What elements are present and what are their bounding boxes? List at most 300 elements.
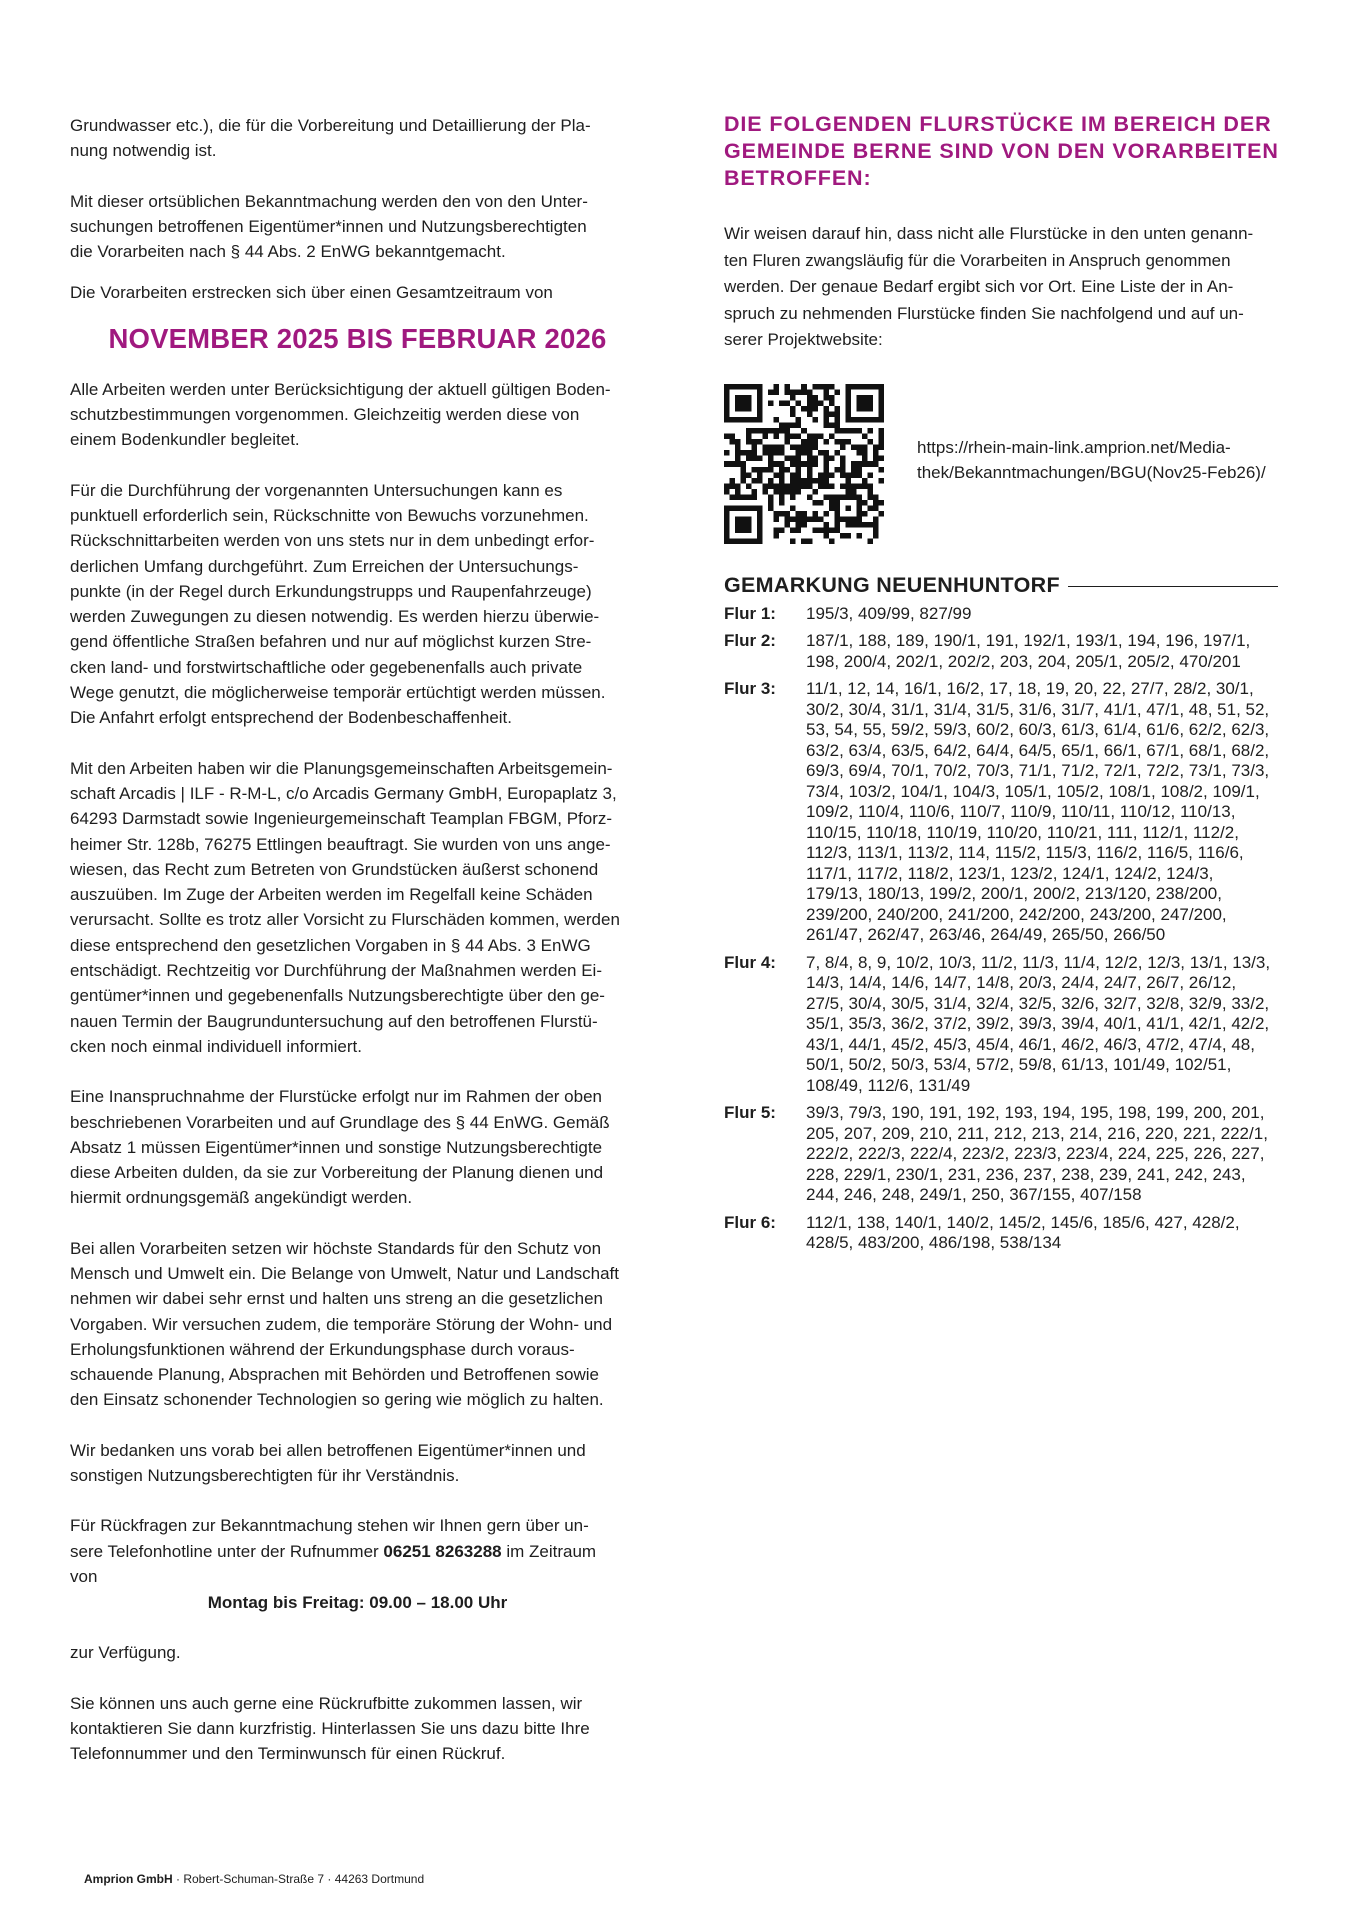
- qr-module: [829, 395, 835, 401]
- qr-module: [834, 389, 840, 395]
- qr-module: [845, 521, 851, 527]
- text-line: Rückschnittarbeiten werden von uns stets nur in dem unbedingt erfor-: [70, 531, 595, 551]
- qr-module: [862, 483, 868, 489]
- qr-module: [823, 439, 829, 445]
- qr-module: [779, 488, 785, 494]
- flur-label: Flur 2:: [724, 631, 776, 650]
- text-line: gend öffentliche Straßen befahren und nur auf möglichst kurzen Stre-: [70, 632, 592, 652]
- qr-module: [840, 472, 846, 478]
- qr-module: [807, 439, 813, 445]
- qr-module: [807, 395, 813, 401]
- paragraph-3: [70, 280, 645, 305]
- qr-module: [730, 439, 736, 445]
- qr-module: [735, 450, 741, 456]
- qr-module: [812, 510, 818, 516]
- qr-module: [735, 461, 741, 467]
- qr-module: [823, 411, 829, 417]
- qr-module: [785, 483, 791, 489]
- qr-module: [763, 433, 769, 439]
- qr-module: [752, 428, 758, 434]
- qr-module: [768, 477, 774, 483]
- qr-module: [746, 433, 752, 439]
- flur-row: [724, 1103, 1299, 1206]
- qr-module: [807, 466, 813, 472]
- flur-label: Flur 4:: [724, 952, 776, 972]
- qr-module: [774, 472, 780, 478]
- qr-module: [840, 444, 846, 450]
- qr-module: [807, 450, 813, 456]
- qr-module: [807, 400, 813, 406]
- qr-module: [840, 483, 846, 489]
- qr-module: [823, 417, 829, 423]
- parcel-line: 244, 246, 248, 249/1, 250, 367/155, 407/158: [806, 1185, 1142, 1204]
- qr-module: [735, 488, 741, 494]
- right-intro: [724, 221, 1299, 354]
- qr-module: [829, 483, 835, 489]
- text-line: Für die Durchführung der vorgenannten Untersuchungen kann es: [70, 480, 563, 500]
- qr-module: [862, 521, 868, 527]
- qr-module: [763, 488, 769, 494]
- qr-module: [862, 433, 868, 439]
- qr-module: [801, 428, 807, 434]
- qr-module: [779, 472, 785, 478]
- text-line: kontaktieren Sie dann kurzfristig. Hinterlassen Sie uns dazu bitte Ihre: [70, 1718, 590, 1738]
- hotline-line-3: von: [70, 1566, 98, 1586]
- qr-module: [790, 505, 796, 511]
- qr-module: [851, 428, 857, 434]
- parcel-line: 261/47, 262/47, 263/46, 264/49, 265/50, 266/50: [806, 925, 1166, 944]
- qr-module: [774, 433, 780, 439]
- qr-module: [823, 450, 829, 456]
- text-line: punktuell erforderlich sein, Rückschnitte von Bewuchs vorzunehmen.: [70, 505, 589, 525]
- hotline-line-1: Für Rückfragen zur Bekanntmachung stehen wir Ihnen gern über un-: [70, 1516, 589, 1536]
- qr-module: [768, 389, 774, 395]
- text-line: den Einsatz schonender Technologien so gering wie möglich zu halten.: [70, 1390, 604, 1410]
- qr-module: [829, 499, 835, 505]
- qr-module: [856, 428, 862, 434]
- paragraph-12: [70, 1691, 645, 1767]
- qr-module: [763, 483, 769, 489]
- text-line: zur Verfügung.: [70, 1643, 181, 1663]
- text-line: diese Arbeiten dulden, da sie zur Vorbereitung der Planung dienen und: [70, 1163, 604, 1183]
- text-line: Vorgaben. Wir versuchen zudem, die temporäre Störung der Wohn- und: [70, 1314, 613, 1334]
- text-line: GEMEINDE BERNE SIND VON DEN VORARBEITEN: [724, 139, 1279, 163]
- qr-module: [735, 516, 752, 533]
- project-url[interactable]: [917, 435, 1266, 486]
- qr-module: [796, 466, 802, 472]
- qr-module: [807, 411, 813, 417]
- text-line: Sie können uns auch gerne eine Rückrufbitte zukommen lassen, wir: [70, 1693, 583, 1713]
- qr-module: [878, 477, 884, 483]
- qr-module: [862, 444, 868, 450]
- qr-module: [845, 488, 851, 494]
- qr-module: [812, 384, 818, 390]
- qr-module: [752, 477, 758, 483]
- right-column: [724, 111, 1299, 1254]
- qr-module: [724, 450, 730, 456]
- parcel-line: 187/1, 188, 189, 190/1, 191, 192/1, 193/1, 194, 196, 197/1,: [806, 631, 1251, 650]
- qr-module: [873, 450, 879, 456]
- qr-module: [873, 455, 879, 461]
- parcel-line: 112/1, 138, 140/1, 140/2, 145/2, 145/6, 185/6, 427, 428/2,: [806, 1212, 1240, 1232]
- qr-module: [834, 422, 840, 428]
- qr-module: [812, 488, 818, 494]
- qr-module: [818, 516, 824, 522]
- qr-module: [774, 527, 780, 533]
- qr-module: [801, 389, 807, 395]
- qr-module: [818, 472, 824, 478]
- parcel-line: 195/3, 409/99, 827/99: [806, 603, 972, 623]
- qr-module: [746, 472, 752, 478]
- paragraph-7: [70, 1084, 645, 1210]
- text-line: wiesen, das Recht zum Betreten von Grundstücken äußerst schonend: [70, 859, 599, 879]
- qr-module: [840, 439, 846, 445]
- qr-module: [796, 389, 802, 395]
- qr-module: [807, 389, 813, 395]
- paragraph-1: [70, 113, 645, 164]
- qr-module: [741, 466, 747, 472]
- qr-module: [812, 400, 818, 406]
- qr-module: [818, 450, 824, 456]
- parcel-line: 108/49, 112/6, 131/49: [806, 1075, 971, 1095]
- qr-module: [829, 472, 835, 478]
- paragraph-6: [70, 756, 645, 1060]
- qr-module: [741, 472, 747, 478]
- text-line: BETROFFEN:: [724, 166, 872, 190]
- qr-module: [818, 499, 824, 505]
- qr-module: [774, 532, 780, 538]
- qr-module: [790, 406, 796, 412]
- qr-module: [774, 510, 780, 516]
- qr-module: [779, 444, 785, 450]
- qr-module: [812, 395, 818, 401]
- qr-module: [856, 472, 862, 478]
- qr-module: [779, 428, 785, 434]
- qr-module: [856, 521, 862, 527]
- parcel-line: 179/13, 180/13, 199/2, 200/1, 200/2, 213/120, 238/200,: [806, 884, 1222, 903]
- qr-module: [867, 488, 873, 494]
- parcel-line: 198, 200/4, 202/1, 202/2, 203, 204, 205/1, 205/2, 470/201: [806, 651, 1241, 671]
- qr-module: [785, 521, 791, 527]
- qr-module: [779, 527, 785, 533]
- qr-module: [741, 461, 747, 467]
- paragraph-5: [70, 478, 645, 731]
- qr-module: [834, 527, 840, 533]
- qr-module: [823, 395, 829, 401]
- qr-module: [796, 488, 802, 494]
- qr-module: [768, 494, 774, 500]
- qr-module: [823, 455, 829, 461]
- qr-module: [840, 428, 846, 434]
- qr-module: [752, 444, 758, 450]
- text-line: einem Bodenkundler begleitet.: [70, 430, 300, 450]
- qr-module: [801, 477, 807, 483]
- qr-module: [807, 472, 813, 478]
- qr-module: [790, 444, 796, 450]
- qr-module: [812, 406, 818, 412]
- qr-module: [785, 488, 791, 494]
- qr-module: [867, 483, 873, 489]
- qr-module: [796, 400, 802, 406]
- qr-module: [801, 439, 807, 445]
- qr-module: [807, 516, 813, 522]
- flur-parcels: [806, 1213, 1299, 1254]
- right-heading: [724, 111, 1299, 192]
- qr-module: [746, 455, 752, 461]
- text-line: werden Zuwegungen zu diesen notwendig. Es werden hierzu überwie-: [70, 607, 600, 627]
- qr-module: [807, 461, 813, 467]
- text-line: 64293 Darmstadt sowie Ingenieurgemeinschaft Teamplan FBGM, Pforz-: [70, 809, 613, 829]
- qr-module: [851, 472, 857, 478]
- qr-module: [873, 494, 879, 500]
- qr-module: [834, 406, 840, 412]
- period-highlight: NOVEMBER 2025 BIS FEBRUAR 2026: [108, 322, 607, 354]
- qr-module: [862, 455, 868, 461]
- flur-row: [724, 631, 1299, 672]
- qr-module: [856, 395, 873, 412]
- qr-module: [730, 483, 736, 489]
- qr-module: [779, 422, 785, 428]
- parcel-line: 43/1, 44/1, 45/2, 45/3, 45/4, 46/1, 46/2, 46/3, 47/2, 47/4, 48,: [806, 1034, 1255, 1054]
- qr-module: [851, 483, 857, 489]
- parcel-line: 205, 207, 209, 210, 211, 212, 213, 214, 216, 220, 221, 222/1,: [806, 1123, 1268, 1143]
- qr-section: [724, 384, 1299, 558]
- parcel-line: 117/1, 117/2, 118/2, 123/1, 123/2, 124/1, 124/2, 124/3,: [806, 863, 1214, 883]
- qr-module: [790, 411, 796, 417]
- text-line: Alle Arbeiten werden unter Berücksichtigung der aktuell gültigen Boden-: [70, 379, 611, 399]
- qr-module: [818, 477, 824, 483]
- qr-module: [785, 428, 791, 434]
- parcel-line: 239/200, 240/200, 241/200, 242/200, 243/200, 247/200,: [806, 904, 1227, 924]
- parcel-line: 63/2, 63/4, 63/5, 64/2, 64/4, 64/5, 65/1, 66/1, 67/1, 68/1, 68/2,: [806, 740, 1270, 760]
- qr-module: [774, 461, 780, 467]
- parcel-line: 112/3, 113/1, 113/2, 114, 115/2, 115/3, 116/2, 116/5, 116/6,: [806, 843, 1244, 862]
- qr-module: [862, 450, 868, 456]
- qr-module: [851, 521, 857, 527]
- qr-module: [801, 538, 807, 544]
- text-line: Wege genutzt, die möglicherweise temporär ertüchtigt werden müssen.: [70, 683, 606, 703]
- qr-module: [840, 461, 846, 467]
- parcel-line: 11/1, 12, 14, 16/1, 16/2, 17, 18, 19, 20, 22, 27/7, 28/2, 30/1,: [806, 679, 1254, 698]
- qr-module: [752, 466, 758, 472]
- qr-module: [818, 384, 824, 390]
- text-line: spruch zu nehmenden Flurstücke finden Sie nachfolgend und auf un-: [724, 303, 1244, 323]
- qr-module: [801, 510, 807, 516]
- qr-module: [878, 433, 884, 439]
- qr-module: [845, 428, 851, 434]
- qr-module: [757, 466, 763, 472]
- parcel-line: 39/3, 79/3, 190, 191, 192, 193, 194, 195, 198, 199, 200, 201,: [806, 1103, 1265, 1122]
- qr-module: [851, 466, 857, 472]
- qr-module: [774, 450, 780, 456]
- flur-label: Flur 3:: [724, 679, 776, 698]
- qr-module: [823, 477, 829, 483]
- left-column: [70, 113, 645, 1766]
- qr-module: [730, 461, 736, 467]
- qr-module: [807, 538, 813, 544]
- qr-module: [735, 483, 741, 489]
- qr-module: [779, 450, 785, 456]
- qr-module: [856, 483, 862, 489]
- qr-module: [801, 450, 807, 456]
- qr-module: [856, 461, 862, 467]
- qr-module: [790, 395, 796, 401]
- text-line: gentümer*innen und gegebenenfalls Nutzungsberechtigte über den ge-: [70, 986, 605, 1006]
- qr-module: [851, 488, 857, 494]
- qr-module: [746, 439, 752, 445]
- qr-module: [807, 444, 813, 450]
- text-line: beschriebenen Vorarbeiten und auf Grundlage des § 44 EnWG. Gemäß: [70, 1112, 610, 1132]
- paragraph-9: [70, 1438, 645, 1489]
- qr-module: [818, 400, 824, 406]
- text-line: Die Anfahrt erfolgt entsprechend der Bodenbeschaffenheit.: [70, 708, 512, 728]
- qr-module: [867, 439, 873, 445]
- gemarkung-rule: [1068, 586, 1278, 588]
- text-line: entschädigt. Rechtzeitig vor Durchführung der Maßnahmen werden Ei-: [70, 961, 602, 981]
- text-line: suchungen betroffenen Eigentümer*innen und Nutzungsberechtigten: [70, 216, 587, 236]
- qr-code-icon: [724, 384, 884, 544]
- qr-module: [768, 450, 774, 456]
- qr-module: [867, 505, 873, 511]
- qr-module: [768, 483, 774, 489]
- qr-module: [785, 510, 791, 516]
- qr-module: [812, 499, 818, 505]
- qr-module: [801, 516, 807, 522]
- qr-module: [790, 527, 796, 533]
- text-line: punkte (in der Regel durch Erkundungstrupps und Raupenfahrzeuge): [70, 581, 592, 601]
- text-line: Bei allen Vorarbeiten setzen wir höchste Standards für den Schutz von: [70, 1238, 602, 1258]
- qr-module: [862, 461, 868, 467]
- qr-module: [873, 505, 879, 511]
- flur-row: [724, 679, 1299, 946]
- text-line: Telefonnummer und den Terminwunsch für einen Rückruf.: [70, 1744, 506, 1764]
- text-line: nehmen wir dabei sehr ernst und halten uns streng an die gesetzlichen: [70, 1289, 604, 1309]
- qr-module: [768, 499, 774, 505]
- qr-module: [746, 483, 752, 489]
- qr-module: [768, 428, 774, 434]
- qr-module: [746, 450, 752, 456]
- text-line: Erholungsfunktionen während der Erkundungsphase durch voraus-: [70, 1339, 575, 1359]
- parcel-line: 222/2, 222/3, 222/4, 223/2, 223/3, 223/4, 224, 225, 226, 227,: [806, 1144, 1265, 1163]
- qr-module: [796, 477, 802, 483]
- qr-module: [840, 466, 846, 472]
- qr-module: [724, 433, 730, 439]
- qr-module: [796, 450, 802, 456]
- qr-module: [862, 510, 868, 516]
- qr-module: [774, 444, 780, 450]
- qr-module: [801, 461, 807, 467]
- footer-address: · Robert-Schuman-Straße 7 · 44263 Dortmund: [172, 1872, 425, 1886]
- qr-module: [834, 466, 840, 472]
- parcel-line: 7, 8/4, 8, 9, 10/2, 10/3, 11/2, 11/3, 11/4, 12/2, 12/3, 13/1, 13/3,: [806, 952, 1271, 972]
- text-line: ten Fluren zwangsläufig für die Vorarbeiten in Anspruch genommen: [724, 250, 1231, 270]
- qr-module: [768, 400, 774, 406]
- qr-module: [796, 417, 802, 423]
- qr-module: [878, 444, 884, 450]
- text-line: Mit dieser ortsüblichen Bekanntmachung werden den von den Unter-: [70, 191, 588, 211]
- flur-row: [724, 953, 1299, 1097]
- qr-module: [735, 455, 741, 461]
- qr-module: [796, 444, 802, 450]
- qr-module: [774, 483, 780, 489]
- text-line: nung notwendig ist.: [70, 141, 217, 161]
- flur-label: Flur 5:: [724, 1103, 776, 1122]
- qr-module: [796, 455, 802, 461]
- qr-module: [873, 444, 879, 450]
- qr-module: [796, 483, 802, 489]
- qr-module: [768, 466, 774, 472]
- qr-module: [807, 477, 813, 483]
- qr-module: [790, 477, 796, 483]
- qr-module: [862, 499, 868, 505]
- text-line: hiermit ordnungsgemäß angekündigt werden.: [70, 1188, 413, 1208]
- parcel-line: 428/5, 483/200, 486/198, 538/134: [806, 1233, 1062, 1252]
- paragraph-4: [70, 377, 645, 453]
- text-line: diese entsprechend den gesetzlichen Vorgaben in § 44 Abs. 3 EnWG: [70, 935, 591, 955]
- qr-module: [873, 521, 879, 527]
- qr-module: [878, 499, 884, 505]
- qr-module: [818, 433, 824, 439]
- flur-row: [724, 604, 1299, 625]
- qr-module: [796, 521, 802, 527]
- flur-parcels: [806, 679, 1299, 946]
- qr-module: [796, 433, 802, 439]
- text-line: schauende Planung, Absprachen mit Behörden und Betroffenen sowie: [70, 1365, 599, 1385]
- text-line: Mensch und Umwelt ein. Die Belange von Umwelt, Natur und Landschaft: [70, 1263, 620, 1283]
- qr-module: [779, 510, 785, 516]
- qr-module: [812, 455, 818, 461]
- qr-module: [856, 532, 862, 538]
- qr-module: [812, 477, 818, 483]
- parcel-line: 228, 229/1, 230/1, 231, 236, 237, 238, 239, 241, 242, 243,: [806, 1164, 1246, 1184]
- flur-label: Flur 6:: [724, 1212, 776, 1232]
- qr-module: [779, 461, 785, 467]
- text-line: thek/Bekanntmachungen/BGU(Nov25-Feb26)/: [917, 462, 1266, 482]
- hotline-line-2b: im Zeitraum: [501, 1541, 597, 1561]
- text-line: DIE FOLGENDEN FLURSTÜCKE IM BEREICH DER: [724, 112, 1272, 136]
- qr-module: [845, 472, 851, 478]
- parcel-line: 69/3, 69/4, 70/1, 70/2, 70/3, 71/1, 71/2, 72/1, 72/2, 73/1, 73/3,: [806, 761, 1270, 780]
- qr-module: [757, 477, 763, 483]
- qr-module: [801, 521, 807, 527]
- qr-module: [829, 527, 835, 533]
- qr-module: [768, 444, 774, 450]
- parcel-line: 73/4, 103/2, 104/1, 104/3, 105/1, 105/2, 108/1, 108/2, 109/1,: [806, 781, 1260, 801]
- qr-module: [845, 505, 851, 511]
- text-line: Mit den Arbeiten haben wir die Planungsgemeinschaften Arbeitsgemein-: [70, 758, 613, 778]
- qr-module: [785, 455, 791, 461]
- qr-module: [730, 494, 736, 500]
- qr-module: [730, 477, 736, 483]
- qr-module: [746, 428, 752, 434]
- qr-module: [812, 461, 818, 467]
- hotline-phone: 06251 8263288: [383, 1541, 502, 1561]
- text-line: schaft Arcadis | ILF - R-M-L, c/o Arcadis Germany GmbH, Europaplatz 3,: [70, 783, 617, 803]
- text-line: Eine Inanspruchnahme der Flurstücke erfolgt nur im Rahmen der oben: [70, 1087, 603, 1107]
- paragraph-11: [70, 1640, 645, 1665]
- footer-company: Amprion GmbH: [84, 1872, 173, 1886]
- qr-module: [873, 532, 879, 538]
- text-line: schutzbestimmungen vorgenommen. Gleichzeitig werden diese von: [70, 405, 580, 425]
- qr-module: [867, 472, 873, 478]
- qr-module: [796, 510, 802, 516]
- office-hours: Montag bis Freitag: 09.00 – 18.00 Uhr: [207, 1593, 508, 1613]
- qr-module: [790, 422, 796, 428]
- qr-module: [823, 494, 829, 500]
- qr-module: [823, 510, 829, 516]
- parcel-line: 14/3, 14/4, 14/6, 14/7, 14/8, 20/3, 24/4, 24/7, 26/7, 26/12,: [806, 973, 1237, 992]
- qr-module: [774, 389, 780, 395]
